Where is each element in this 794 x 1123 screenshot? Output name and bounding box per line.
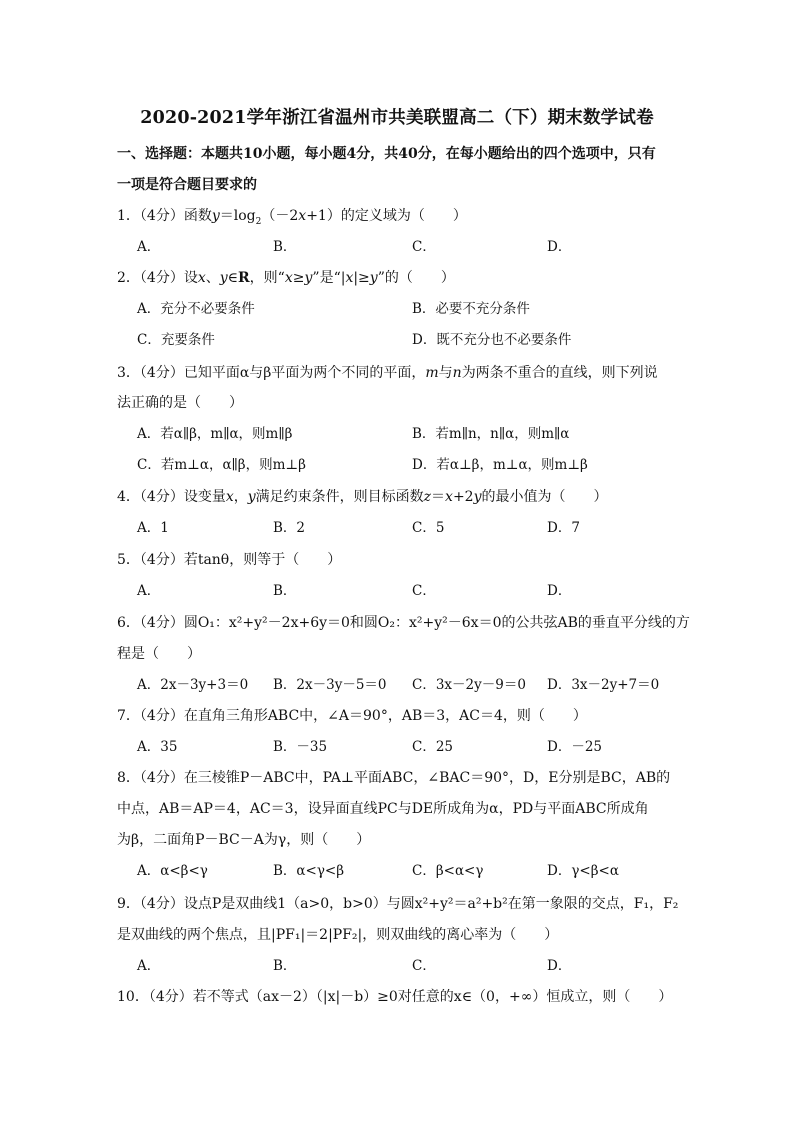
question-4-stem: 4．（4分）设变量x，y满足约束条件，则目标函数z＝x+2y的最小值为（ ） (117, 489, 608, 505)
question-9-stem-line-1: 9．（4分）设点P是双曲线1（a>0，b>0）与圆x²+y²＝a²+b²在第一象限的交点，F₁，F₂ (117, 896, 679, 912)
question-3-option-b: B．若m∥n，n∥α，则m∥α (412, 426, 570, 442)
question-9-option-b: B． (273, 958, 297, 974)
question-6-stem-line-1: 6．（4分）圆O₁：x²+y²－2x+6y＝0和圆O₂：x²+y²－6x＝0的公共弦AB的垂直平分线的方 (117, 615, 690, 631)
question-5-stem: 5．（4分）若tanθ，则等于（ ） (117, 552, 342, 568)
question-7-option-c: C．25 (412, 739, 454, 755)
section-line-1: 一、选择题：本题共10小题，每小题4分，共40分，在每小题给出的四个选项中，只有 (117, 146, 656, 162)
question-8-stem-line-1: 8．（4分）在三棱锥P－ABC中，PA⊥平面ABC，∠BAC＝90°，D，E分别是BC，AB的 (117, 770, 671, 786)
question-3-option-c: C．若m⊥α，α∥β，则m⊥β (137, 457, 306, 473)
exam-title: 2020-2021学年浙江省温州市共美联盟高二（下）期末数学试卷 (140, 108, 654, 128)
question-4-option-d: D．7 (547, 520, 580, 536)
question-3-stem-line-2: 法正确的是（ ） (117, 395, 243, 411)
question-1-option-a: A． (137, 239, 161, 255)
question-7-stem: 7．（4分）在直角三角形ABC中，∠A＝90°，AB＝3，AC＝4，则（ ） (117, 708, 587, 724)
section-header (117, 139, 687, 201)
question-3-stem-line-1: 3．（4分）已知平面α与β平面为两个不同的平面，m与n为两条不重合的直线，则下列说 (117, 365, 658, 381)
question-6-option-c: C．3x－2y－9＝0 (412, 677, 526, 693)
question-10-stem: 10．（4分）若不等式（ax－2）（|x|－b）≥0对任意的x∈（0，+∞）恒成立，则（ ） (117, 989, 673, 1005)
question-8-stem-line-3: 为β，二面角P－BC－A为γ，则（ ） (117, 832, 371, 848)
question-2-option-a: A．充分不必要条件 (137, 301, 255, 317)
question-2-option-b: B．必要不充分条件 (412, 301, 530, 317)
question-7-option-b: B．－35 (273, 739, 328, 755)
question-2-option-c: C．充要条件 (137, 332, 215, 348)
question-8-option-d: D．γ<β<α (547, 863, 619, 879)
question-9-option-c: C． (412, 958, 436, 974)
question-4-option-a: A．1 (137, 520, 169, 536)
question-6-option-d: D．3x－2y+7＝0 (547, 677, 660, 693)
question-6-option-a: A．2x－3y+3＝0 (137, 677, 249, 693)
question-6-option-b: B．2x－3y－5＝0 (273, 677, 387, 693)
question-5-option-a: A． (137, 583, 161, 599)
question-2-stem: 2．（4分）设x、y∈R，则“x≥y”是“|x|≥y”的（ ） (117, 270, 455, 286)
question-4-option-c: C．5 (412, 520, 445, 536)
question-9-option-d: D． (547, 958, 572, 974)
question-8-option-b: B．α<γ<β (273, 863, 345, 879)
question-9-stem-line-2: 是双曲线的两个焦点，且|PF₁|＝2|PF₂|，则双曲线的离心率为（ ） (117, 927, 559, 943)
question-6-stem-line-2: 程是（ ） (117, 646, 201, 662)
question-5-option-b: B． (273, 583, 297, 599)
question-8-option-a: A．α<β<γ (137, 863, 208, 879)
section-line-2: 一项是符合题目要求的 (117, 177, 257, 193)
question-3-option-d: D．若α⊥β，m⊥α，则m⊥β (412, 457, 588, 473)
question-1-option-b: B． (273, 239, 297, 255)
question-3-option-a: A．若α∥β，m∥α，则m∥β (137, 426, 293, 442)
question-1-stem: 1．（4分）函数$y=\log_2(-2x+1)$的定义域为（ ） (117, 208, 467, 227)
question-5-option-d: D． (547, 583, 572, 599)
question-4-option-b: B．2 (273, 520, 306, 536)
question-8-option-c: C．β<α<γ (412, 863, 484, 879)
question-8-stem-line-2: 中点，AB＝AP＝4，AC＝3，设异面直线PC与DE所成角为α，PD与平面ABC所成角 (117, 801, 649, 817)
question-9-option-a: A． (137, 958, 161, 974)
question-7-option-d: D．－25 (547, 739, 603, 755)
question-7-option-a: A．35 (137, 739, 178, 755)
question-1-option-c: C． (412, 239, 436, 255)
question-5-option-c: C． (412, 583, 436, 599)
question-1-option-d: D． (547, 239, 572, 255)
question-2-option-d: D．既不充分也不必要条件 (412, 332, 572, 348)
